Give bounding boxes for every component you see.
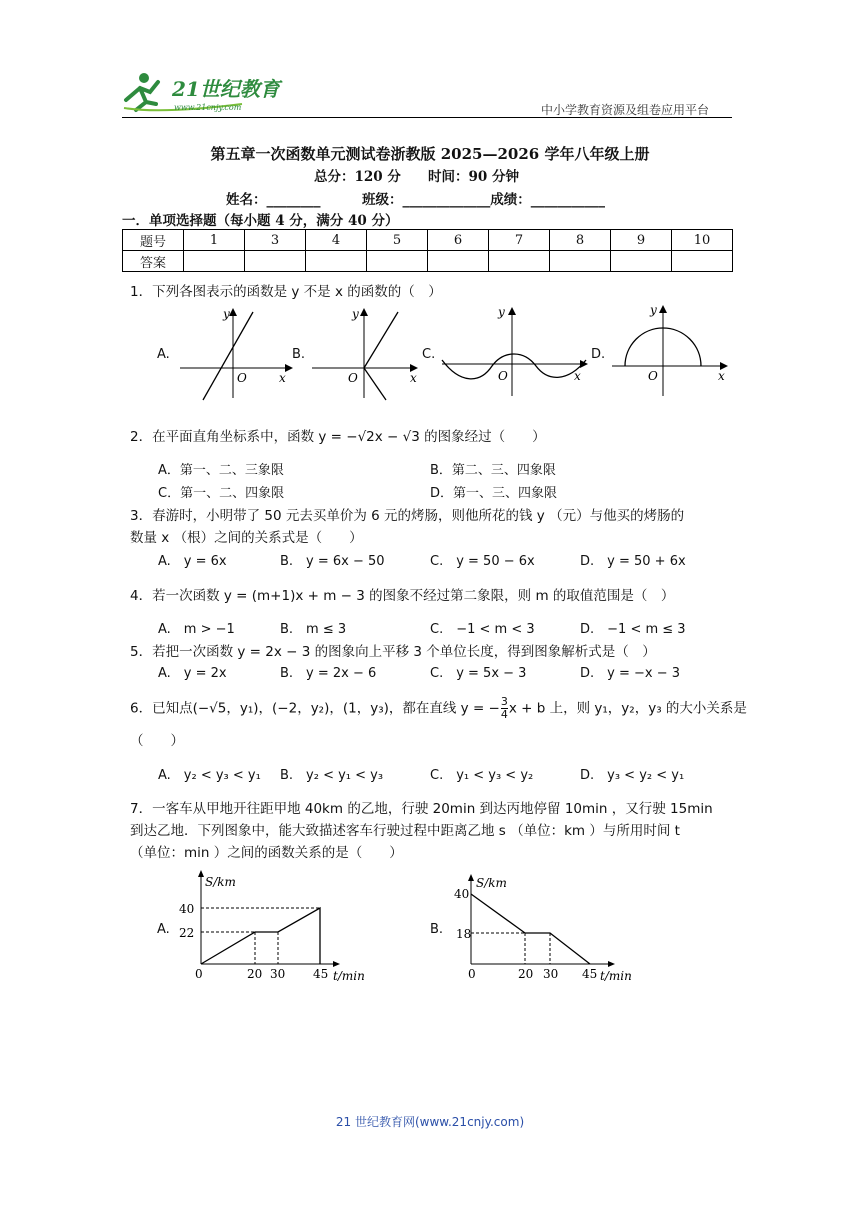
q5-stem: 5．若把一次函数 y = 2x − 3 的图象向上平移 3 个单位长度，得到图象解析式是（ ） <box>130 644 656 660</box>
q6-option-c[interactable]: C. y₁ < y₃ < y₂ <box>430 768 534 783</box>
q6-fraction: $\frac{3}{4}$ <box>500 695 508 721</box>
q6-paren: （ ） <box>130 733 184 749</box>
svg-text:O: O <box>348 371 358 385</box>
table-row <box>123 251 733 272</box>
table-row <box>123 230 733 251</box>
table-cell: 6 <box>428 230 489 251</box>
q3-stem-1: 3．春游时，小明带了 50 元去买单价为 6 元的烤肠，则他所花的钱 y （元）与他买的烤肠的 <box>130 508 685 524</box>
q7-label-a: A. <box>157 922 170 937</box>
header-divider <box>122 117 732 118</box>
svg-text:x: x <box>574 369 581 383</box>
q1-graph-b <box>310 300 430 400</box>
svg-text:y: y <box>650 303 657 317</box>
q5-option-d[interactable]: D. y = −x − 3 <box>580 666 681 681</box>
table-cell: 5 <box>367 230 428 251</box>
page-title: 第五章一次函数单元测试卷浙教版 2025—2026 学年八年级上册 <box>210 145 650 163</box>
svg-text:t/min: t/min <box>333 969 365 983</box>
q3-option-d[interactable]: D. y = 50 + 6x <box>580 554 686 569</box>
q3-option-a[interactable]: A. y = 6x <box>158 554 227 569</box>
q7-stem-3: （单位：min ）之间的函数关系的是（ ） <box>130 845 403 861</box>
svg-text:30: 30 <box>270 967 286 981</box>
q7-stem-1: 7．一客车从甲地开往距甲地 40km 的乙地，行驶 20min 到达丙地停留 10min ，又行驶 15min <box>130 801 713 817</box>
answer-cell[interactable] <box>306 251 367 272</box>
svg-text:O: O <box>498 369 508 383</box>
class-score-field: 班级：_____________成绩：___________ <box>362 192 605 208</box>
q2-option-c[interactable]: C．第一、二、四象限 <box>158 486 285 501</box>
table-cell: 8 <box>550 230 611 251</box>
q6-stem <box>130 696 747 721</box>
q2-option-a[interactable]: A．第一、二、三象限 <box>158 463 284 478</box>
name-field: 姓名：________ <box>226 192 321 208</box>
svg-text:t/min: t/min <box>600 969 632 983</box>
q1-graph-c <box>440 300 590 400</box>
table-cell: 1 <box>184 230 245 251</box>
table-cell: 9 <box>611 230 672 251</box>
answer-cell[interactable] <box>672 251 733 272</box>
svg-text:x: x <box>279 371 286 385</box>
header-right-text: 中小学教育资源及组卷应用平台 <box>541 103 710 117</box>
q1-label-b: B. <box>292 347 306 362</box>
logo <box>122 70 292 114</box>
answer-cell[interactable] <box>367 251 428 272</box>
q4-stem: 4．若一次函数 y = (m+1)x + m − 3 的图象不经过第二象限，则 m 的取值范围是（ ） <box>130 588 675 604</box>
q1-label-a: A. <box>157 347 170 362</box>
svg-text:S/km: S/km <box>476 876 507 890</box>
q2-option-d[interactable]: D．第一、三、四象限 <box>430 486 558 501</box>
svg-text:20: 20 <box>518 967 534 981</box>
table-cell: 10 <box>672 230 733 251</box>
svg-text:30: 30 <box>543 967 559 981</box>
answer-cell[interactable] <box>550 251 611 272</box>
svg-text:x: x <box>718 369 725 383</box>
q3-option-b[interactable]: B. y = 6x − 50 <box>280 554 385 569</box>
svg-text:0: 0 <box>195 967 203 981</box>
q1-graph-d <box>610 298 735 398</box>
q1-label-c: C. <box>422 347 436 362</box>
svg-text:18: 18 <box>456 927 472 941</box>
q7-graph-b <box>450 870 635 988</box>
svg-text:y: y <box>352 307 359 321</box>
logo-text: 21世纪教育 <box>172 77 280 101</box>
q5-option-a[interactable]: A. y = 2x <box>158 666 227 681</box>
table-head: 题号 <box>123 230 184 251</box>
table-cell: 3 <box>245 230 306 251</box>
svg-text:O: O <box>237 371 247 385</box>
section-heading: 一．单项选择题（每小题 4 分，满分 40 分） <box>122 213 399 229</box>
q1-graph-a <box>175 300 295 400</box>
q2-stem: 2．在平面直角坐标系中，函数 y = −√2x − √3 的图象经过（ ） <box>130 429 546 445</box>
svg-text:40: 40 <box>454 887 470 901</box>
svg-text:22: 22 <box>179 926 195 940</box>
q1-stem: 1．下列各图表示的函数是 y 不是 x 的函数的（ ） <box>130 284 442 300</box>
svg-text:y: y <box>498 305 505 319</box>
q6-option-b[interactable]: B. y₂ < y₁ < y₃ <box>280 768 384 783</box>
table-cell: 4 <box>306 230 367 251</box>
q6-stem-post: x + b 上，则 y₁，y₂，y₃ 的大小关系是 <box>508 700 747 717</box>
q5-option-b[interactable]: B. y = 2x − 6 <box>280 666 377 681</box>
answer-cell[interactable] <box>245 251 306 272</box>
answer-table <box>122 229 733 272</box>
svg-text:45: 45 <box>582 967 598 981</box>
q4-option-c[interactable]: C. −1 < m < 3 <box>430 622 535 637</box>
q4-option-d[interactable]: D. −1 < m ≤ 3 <box>580 622 686 637</box>
q7-stem-2: 到达乙地．下列图象中，能大致描述客车行驶过程中距离乙地 s （单位：km ）与所用时间 t <box>130 823 680 839</box>
answer-cell[interactable] <box>489 251 550 272</box>
q3-stem-2: 数量 x （根）之间的关系式是（ ） <box>130 530 363 546</box>
svg-text:0: 0 <box>468 967 476 981</box>
svg-text:S/km: S/km <box>205 875 236 889</box>
q6-option-d[interactable]: D. y₃ < y₂ < y₁ <box>580 768 685 783</box>
answer-cell[interactable] <box>428 251 489 272</box>
svg-text:O: O <box>648 369 658 383</box>
table-head: 答案 <box>123 251 184 272</box>
q6-option-a[interactable]: A. y₂ < y₃ < y₁ <box>158 768 261 783</box>
q6-stem-pre: 6．已知点(−√5，y₁)，(−2，y₂)，(1，y₃)，都在直线 y = − <box>130 700 500 717</box>
q1-label-d: D. <box>591 347 606 362</box>
svg-text:40: 40 <box>179 902 195 916</box>
q3-option-c[interactable]: C. y = 50 − 6x <box>430 554 535 569</box>
svg-text:20: 20 <box>247 967 263 981</box>
q2-option-b[interactable]: B．第二、三、四象限 <box>430 463 556 478</box>
footer-text[interactable]: 21 世纪教育网(www.21cnjy.com) <box>335 1115 525 1129</box>
q7-label-b: B. <box>430 922 444 937</box>
q7-graph-a <box>175 862 365 984</box>
exam-time: 时间：90 分钟 <box>428 169 519 185</box>
q5-option-c[interactable]: C. y = 5x − 3 <box>430 666 527 681</box>
answer-cell[interactable] <box>611 251 672 272</box>
logo-url: www.21cnjy.com <box>174 103 242 112</box>
runner-logo-icon <box>122 70 292 114</box>
svg-text:y: y <box>223 307 230 321</box>
svg-text:x: x <box>410 371 417 385</box>
total-score: 总分：120 分 <box>314 169 401 185</box>
svg-text:45: 45 <box>313 967 329 981</box>
q4-option-b[interactable]: B. m ≤ 3 <box>280 622 347 637</box>
answer-cell[interactable] <box>184 251 245 272</box>
table-cell: 7 <box>489 230 550 251</box>
q4-option-a[interactable]: A. m > −1 <box>158 622 235 637</box>
